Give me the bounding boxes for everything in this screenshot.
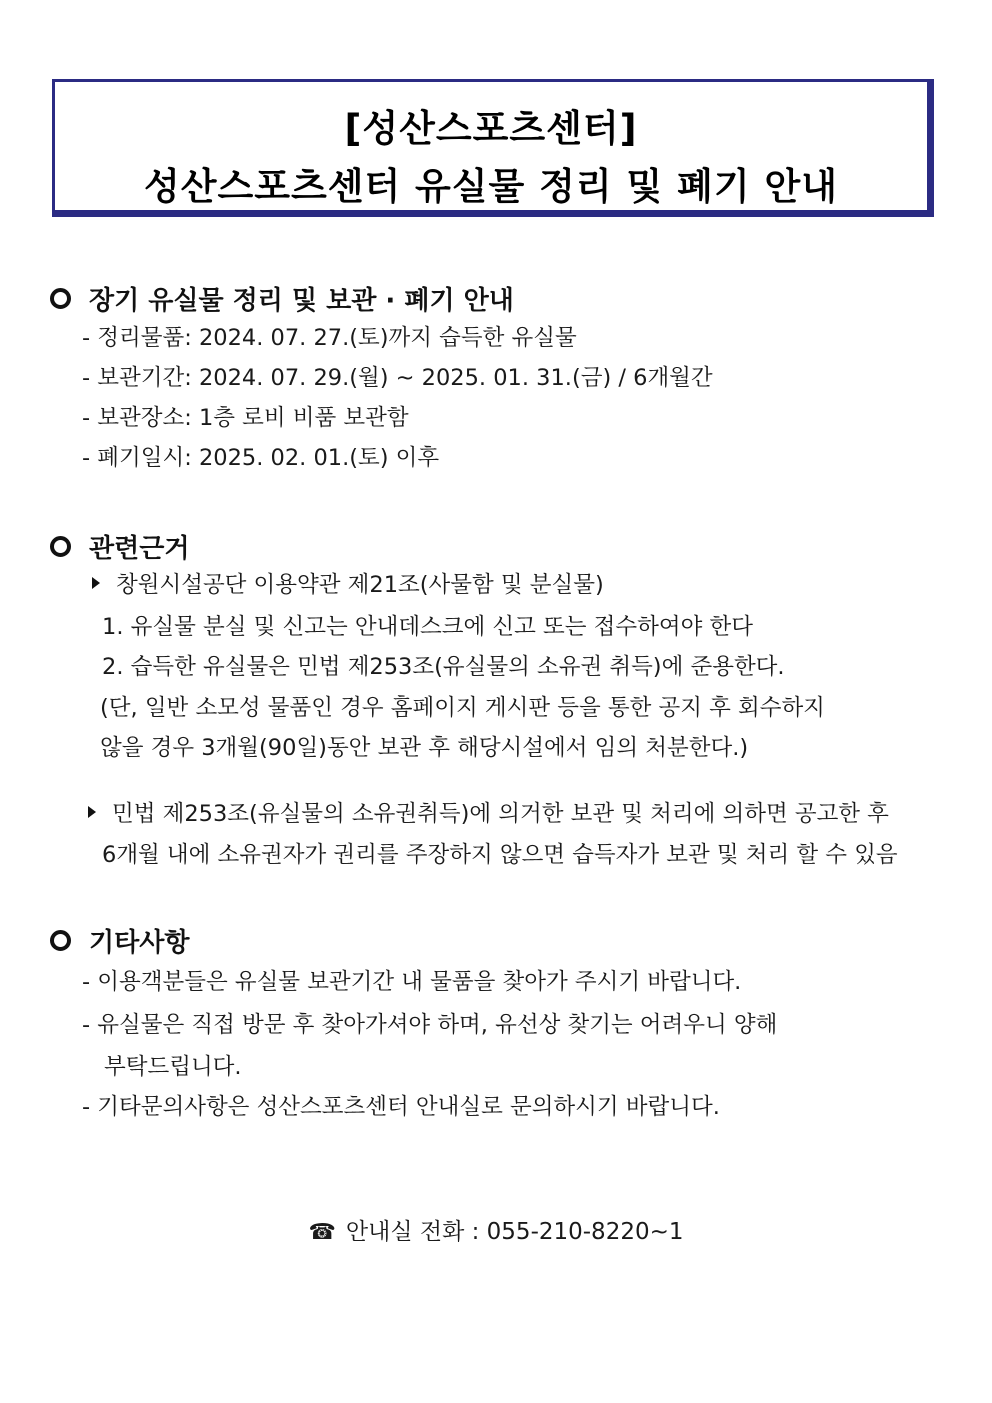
rule1-line-4: 않을 경우 3개월(90일)동안 보관 후 해당시설에서 임의 처분한다.) [100,735,749,761]
title-box [52,79,934,217]
circle-bullet-icon [50,536,71,557]
contact-line [0,1213,992,1246]
section-etc-title: 기타사항 [89,928,190,958]
rule2-line-1-text: 민법 제253조(유실물의 소유권취득)에 의거한 보관 및 처리에 의하면 공고한 후 [112,801,889,827]
section-storage-heading [50,280,514,317]
rule1-line-3: (단, 일반 소모성 물품인 경우 홈페이지 게시판 등을 통한 공지 후 회수하지 [100,695,825,721]
triangle-bullet-icon [92,577,100,589]
storage-item-disposal: - 폐기일시: 2025. 02. 01.(토) 이후 [82,445,440,471]
circle-bullet-icon [50,930,71,951]
etc-item-2: - 유실물은 직접 방문 후 찾아가셔야 하며, 유선상 찾기는 어려우니 양해 [82,1012,778,1038]
telephone-icon: ☎ [308,1220,336,1245]
page-title: 성산스포츠센터 유실물 정리 및 폐기 안내 [143,165,839,208]
rule1-line-1: 1. 유실물 분실 및 신고는 안내데스크에 신고 또는 접수하여야 한다 [102,614,753,640]
rule2-line-2: 6개월 내에 소유권자가 권리를 주장하지 않으면 습득자가 보관 및 처리 할 수 있음 [102,842,898,868]
triangle-bullet-icon [88,806,96,818]
etc-item-1: - 이용객분들은 유실물 보관기간 내 물품을 찾아가 주시기 바랍니다. [82,969,742,995]
storage-item-items: - 정리물품: 2024. 07. 27.(토)까지 습득한 유실물 [82,325,577,351]
rule1-title [92,573,604,599]
storage-item-location: - 보관장소: 1층 로비 비품 보관함 [82,405,409,431]
section-basis-title: 관련근거 [89,534,190,564]
etc-item-3: - 기타문의사항은 성산스포츠센터 안내실로 문의하시기 바랍니다. [82,1094,720,1120]
section-basis-heading [50,528,189,565]
circle-bullet-icon [50,288,71,309]
storage-item-period: - 보관기간: 2024. 07. 29.(월) ~ 2025. 01. 31.(금) / 6개월간 [82,365,713,391]
section-etc-heading [50,922,189,959]
center-name-heading: [성산스포츠센터] [344,107,638,150]
etc-item-2-cont: 부탁드립니다. [104,1054,242,1080]
section-storage-title: 장기 유실물 정리 및 보관 · 폐기 안내 [89,286,514,316]
rule1-line-2: 2. 습득한 유실물은 민법 제253조(유실물의 소유권 취득)에 준용한다. [102,654,785,680]
rule1-title-text: 창원시설공단 이용약관 제21조(사물함 및 분실물) [116,572,604,598]
contact-text: 안내실 전화 : 055-210-8220~1 [345,1219,684,1245]
rule2-line-1 [88,802,889,828]
